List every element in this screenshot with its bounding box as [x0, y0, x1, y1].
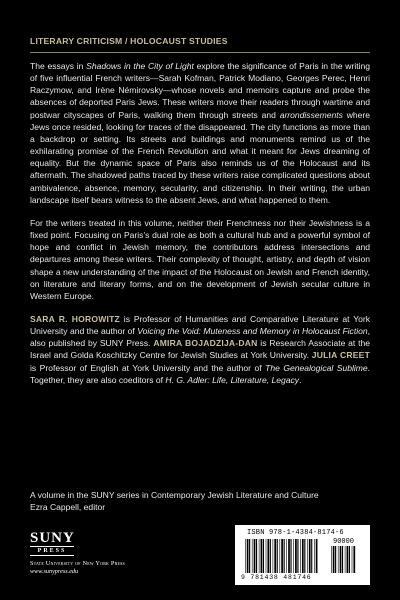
barcode-bar — [274, 539, 276, 573]
barcode-bar — [247, 539, 249, 573]
barcode-bar — [342, 546, 343, 573]
barcode-bar — [338, 546, 339, 573]
barcode-bar — [302, 539, 304, 573]
description-paragraph-1 — [30, 60, 370, 206]
editors-bio — [30, 313, 370, 386]
barcode-bar — [261, 539, 263, 573]
publisher-url: www.sunypress.edu — [30, 568, 79, 575]
barcode-bar — [352, 546, 353, 573]
barcode-bar — [263, 539, 264, 573]
editor-bojadzija-dan: AMIRA BOJADZIJA-DAN — [153, 338, 258, 349]
barcode — [235, 525, 370, 585]
text-run: where Jews once resided, looking for traces of the disappeared. The city functions as more than a backdrop or setting. Its streets and buildings and monuments remind us of the exhilarating promise of the French Revolution and what it meant for Jews dreaming of equality. But the dynamic space of Paris also reminds us of the Holocaust and its aftermath. The shadowed paths traced by these writers raise complicated questions about ambivalence, absence, memory, secularity, and citizenship. In their writing, the urban landscape itself bears witness to the absent Jews, and what happened to them. — [30, 109, 371, 205]
barcode-bar — [353, 546, 355, 573]
category-heading: LITERARY CRITICISM / HOLOCAUST STUDIES — [30, 36, 228, 46]
barcode-bar — [254, 539, 256, 573]
publisher-name: State University of New York Press — [30, 560, 125, 567]
editor-creet: JULIA CREET — [311, 350, 371, 361]
barcode-bar — [273, 539, 274, 573]
barcode-bar — [267, 539, 269, 573]
editor-horowitz: SARA R. HOROWITZ — [30, 313, 120, 324]
barcode-bar — [309, 539, 311, 573]
barcode-bar — [290, 539, 291, 573]
barcode-digits: 9 781438 481746 — [241, 574, 312, 581]
barcode-bar — [333, 546, 335, 573]
barcode-bar — [307, 539, 308, 573]
suny-press-mark — [30, 531, 74, 556]
barcode-bar — [270, 539, 271, 573]
text-run: is Professor of Humanities and Comparative Literature at York University and the author of — [30, 313, 370, 337]
series-line: A volume in the SUNY series in Contemporary Jewish Literature and Culture — [30, 490, 319, 500]
isbn-text: ISBN 978-1-4384-8174-6 — [247, 529, 344, 537]
back-cover-blurb — [30, 60, 370, 397]
barcode-bar — [331, 546, 332, 573]
barcode-bar — [245, 539, 246, 573]
barcode-bar — [284, 539, 285, 573]
barcode-bars — [245, 539, 329, 573]
barcode-bar — [252, 539, 253, 573]
barcode-bar — [347, 546, 349, 573]
barcode-bar — [286, 539, 287, 573]
barcode-bar — [295, 539, 297, 573]
text-run: . — [299, 374, 302, 385]
series-editor: Ezra Cappell, editor — [30, 502, 106, 513]
barcode-bar — [340, 546, 342, 573]
text-run: , also published by SUNY Press. — [30, 326, 370, 349]
publisher-logo — [30, 531, 180, 575]
text-run: is Research Associate at the Israel and Golda Koschitzky Centre for Jewish Studies at York University. — [30, 338, 371, 361]
text-run: The essays in — [30, 61, 87, 71]
series-note — [30, 489, 370, 513]
text-run: is Professor of English at York University and the author of — [30, 362, 266, 373]
description-paragraph-2: For the writers treated in this volume, neither their Frenchness nor their Jewishness is a fixed point. Focusing on Paris’s dual role as both a cultural hub and a powerful symbol of hope and conflict in Jewish memory, the contributors address intersections and departures among these writers. Their complexity of thought, artistry, and depth of vision shape a new understanding of the impact of the Holocaust on Jewish and French identity, on literature and literary forms, and on the development of Jewish secular culture in Western Europe. — [30, 217, 370, 301]
divider — [30, 52, 370, 53]
barcode-bar — [249, 539, 250, 573]
creet-book-title: The Genealogical Sublime — [265, 362, 368, 373]
addon-bars — [331, 546, 361, 573]
coedited-book-title: H. G. Adler: Life, Literature, Legacy — [165, 374, 300, 385]
barcode-bar — [311, 539, 312, 573]
barcode-bar — [297, 539, 298, 573]
text-run: explore the significance of Paris in the writing of five influential French writers—Sarah Kofman, Patrick Modiano, Georges Perec, Henri Raczymow, and Irène Némirovsky—whose novels and memoirs capture and probe the absences of deported Paris Jews. These writers move their readers through wartime and postwar cityscapes of Paris, walking them through streets and — [30, 61, 371, 120]
barcode-bar — [288, 539, 290, 573]
barcode-bar — [280, 539, 281, 573]
barcode-bar — [349, 546, 350, 573]
barcode-bar — [277, 539, 278, 573]
term-arrondissements: arrondissements — [279, 109, 343, 120]
logo-suny-text: SUNY — [30, 530, 75, 546]
barcode-bar — [266, 539, 267, 573]
barcode-bar — [316, 539, 318, 573]
barcode-bar — [293, 539, 294, 573]
text-run: . Together, they are also coeditors of — [30, 362, 371, 385]
barcode-bar — [259, 539, 260, 573]
horowitz-book-title: Voicing the Void: Muteness and Memory in Holocaust Fiction — [137, 326, 368, 337]
price-code: 90000 — [333, 538, 355, 546]
barcode-bar — [335, 546, 336, 573]
barcode-bar — [281, 539, 283, 573]
barcode-bar — [300, 539, 301, 573]
book-title: Shadows in the City of Light — [86, 61, 194, 71]
barcode-bar — [304, 539, 305, 573]
logo-press-text: PRESS — [30, 546, 74, 556]
barcode-bar — [314, 539, 315, 573]
barcode-bar — [256, 539, 257, 573]
barcode-bar — [345, 546, 346, 573]
